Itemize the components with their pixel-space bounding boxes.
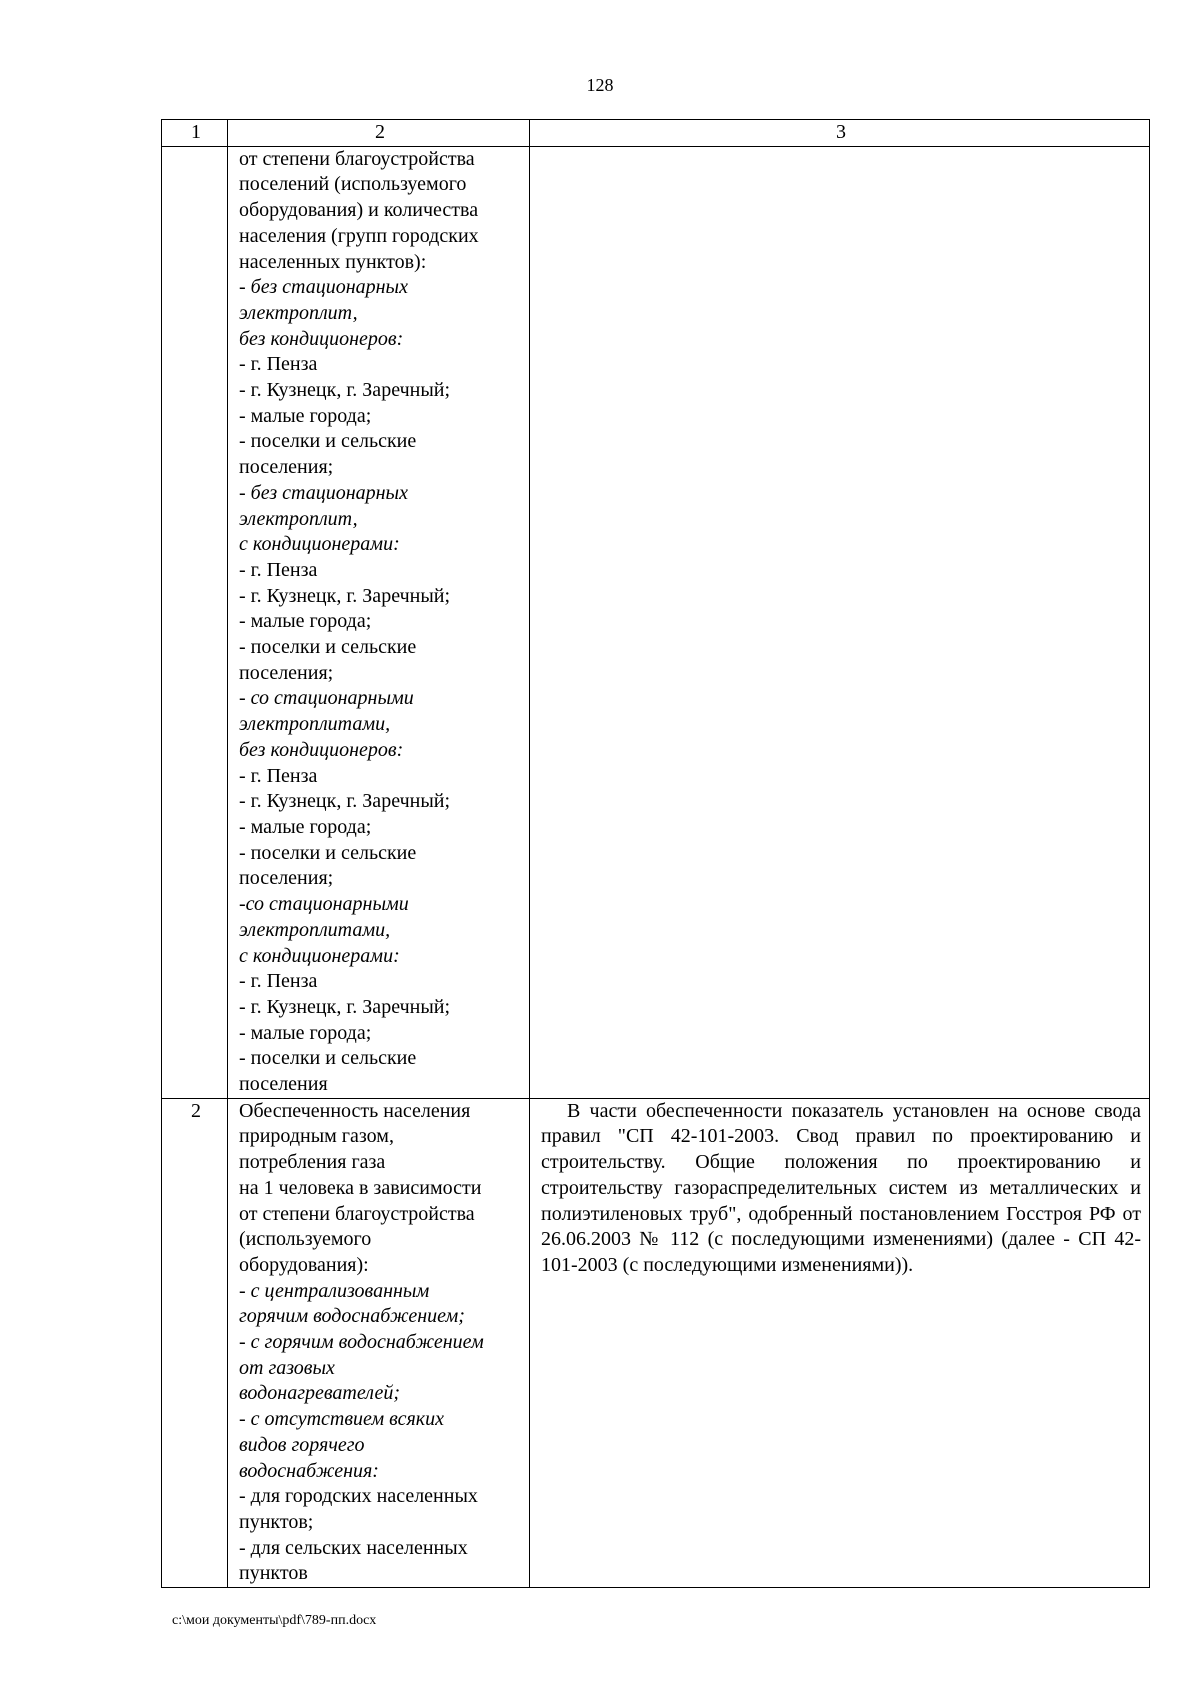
description-line: - г. Пенза: [239, 970, 318, 993]
description-line: - малые города;: [239, 404, 372, 427]
description-line: - г. Кузнецк, г. Заречный;: [239, 995, 451, 1018]
description-line: - малые города;: [239, 1021, 372, 1044]
row-justification: [530, 146, 1150, 1098]
description-line: электроплит,: [239, 507, 358, 530]
description-line: на 1 человека в зависимости: [239, 1176, 482, 1199]
description-line: - г. Кузнецк, г. Заречный;: [239, 790, 451, 813]
row-description: [228, 1098, 530, 1587]
page-number: 128: [586, 75, 614, 95]
description-line: от степени благоустройства: [239, 147, 475, 170]
description-line: пунктов;: [239, 1510, 314, 1533]
description-line: населения (групп городских: [239, 224, 479, 247]
description-line: - поселки и сельские: [239, 430, 417, 453]
description-line: - поселки и сельские: [239, 1047, 417, 1070]
description-line: поселения;: [239, 661, 334, 684]
description-line: оборудования):: [239, 1253, 369, 1276]
description-lines: [239, 147, 521, 1098]
description-line: с кондиционерами:: [239, 533, 400, 556]
description-line: - для сельских населенных: [239, 1536, 468, 1559]
description-line: потребления газа: [239, 1151, 386, 1174]
description-line: без кондиционеров:: [239, 738, 404, 761]
description-line: - малые города;: [239, 815, 372, 838]
table-row: [162, 146, 1150, 1098]
row-justification: В части обеспеченности показатель установлен на основе свода правил "СП 42-101-2003. Свод правил по проектированию и строительству. Общие положения по проектированию и строительству газораспределительных систем из металлических и полиэтиленовых труб", одобренный постановлением Госстроя РФ от 26.06.2003 № 112 (с последующими изменениями) (далее - СП 42-101-2003 (с последующими изменениями)).: [530, 1098, 1150, 1587]
description-line: - г. Пенза: [239, 353, 318, 376]
description-line: - поселки и сельские: [239, 841, 417, 864]
description-line: - малые города;: [239, 610, 372, 633]
description-line: пунктов: [239, 1562, 308, 1585]
table-header-row: [162, 120, 1150, 147]
description-line: - со стационарными: [239, 687, 414, 710]
description-line: - поселки и сельские: [239, 636, 417, 659]
file-path-footer: c:\мои документы\pdf\789-пп.docx: [172, 1613, 377, 1628]
description-line: (используемого: [239, 1228, 372, 1251]
description-line: Обеспеченность населения: [239, 1099, 471, 1122]
description-line: - г. Пенза: [239, 558, 318, 581]
description-lines: [239, 1099, 521, 1587]
description-line: - для городских населенных: [239, 1485, 478, 1508]
description-line: поселения: [239, 1073, 328, 1096]
header-col-3: 3: [530, 120, 1150, 147]
description-line: - с горячим водоснабжением: [239, 1331, 484, 1354]
row-description: [228, 146, 530, 1098]
description-line: оборудования) и количества: [239, 199, 479, 222]
description-line: - без стационарных: [239, 276, 408, 299]
description-line: -со стационарными: [239, 893, 409, 916]
description-line: электроплитами,: [239, 713, 391, 736]
description-line: видов горячего: [239, 1433, 365, 1456]
description-line: поселения;: [239, 867, 334, 890]
description-line: природным газом,: [239, 1125, 394, 1148]
description-line: горячим водоснабжением;: [239, 1305, 465, 1328]
description-line: - г. Пенза: [239, 764, 318, 787]
description-line: - г. Кузнецк, г. Заречный;: [239, 379, 451, 402]
header-col-1: 1: [162, 120, 228, 147]
description-line: - г. Кузнецк, г. Заречный;: [239, 584, 451, 607]
description-line: - с централизованным: [239, 1279, 430, 1302]
description-line: поселения;: [239, 456, 334, 479]
row-number: 2: [162, 1098, 228, 1587]
description-line: водоснабжения:: [239, 1459, 379, 1482]
description-line: водонагревателей;: [239, 1382, 400, 1405]
header-col-2: 2: [228, 120, 530, 147]
description-line: от газовых: [239, 1356, 335, 1379]
description-line: поселений (используемого: [239, 173, 467, 196]
description-line: электроплитами,: [239, 918, 391, 941]
requirements-table: [161, 119, 1150, 1588]
description-line: с кондиционерами:: [239, 944, 400, 967]
table-row: [162, 1098, 1150, 1587]
description-line: населенных пунктов):: [239, 250, 427, 273]
description-line: - с отсутствием всяких: [239, 1408, 445, 1431]
description-line: электроплит,: [239, 301, 358, 324]
description-line: - без стационарных: [239, 481, 408, 504]
description-line: от степени благоустройства: [239, 1202, 475, 1225]
description-line: без кондиционеров:: [239, 327, 404, 350]
row-number: [162, 146, 228, 1098]
